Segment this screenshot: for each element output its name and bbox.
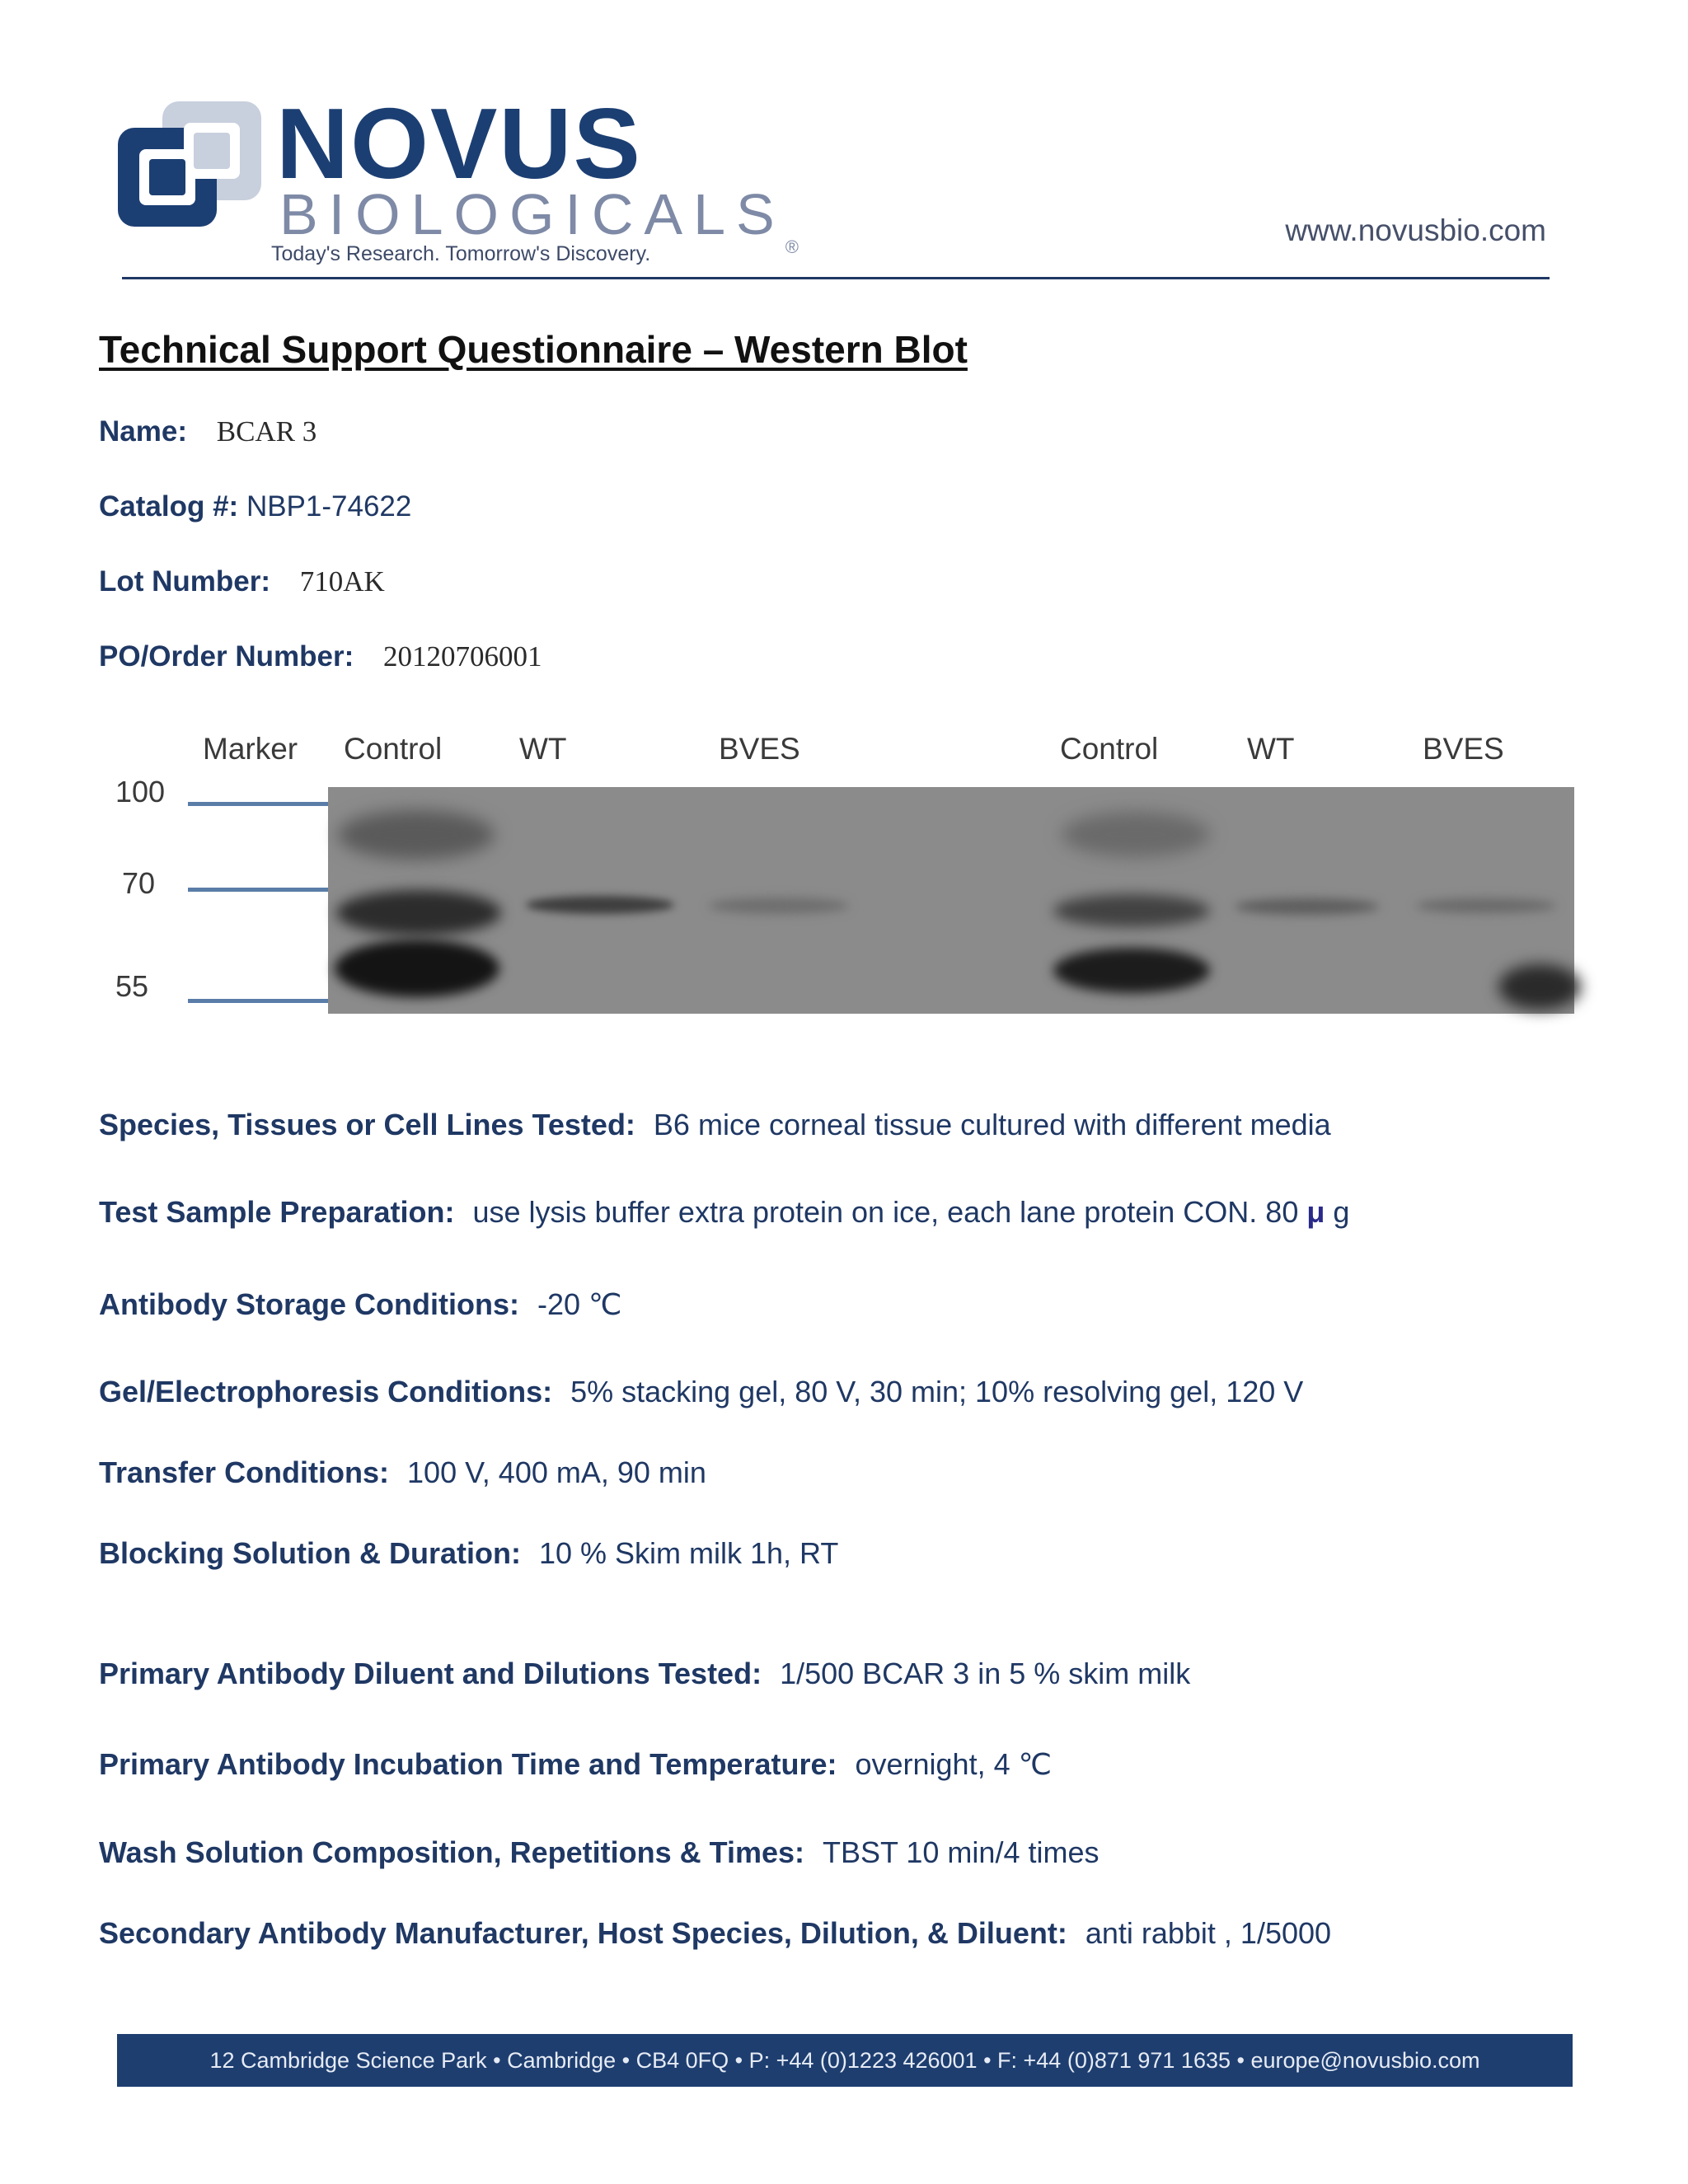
question-gel-value: 5% stacking gel, 80 V, 30 min; 10% resolving gel, 120 V: [570, 1375, 1304, 1408]
question-primary-incubation: [99, 1746, 1052, 1783]
question-storage: [99, 1286, 621, 1324]
question-wash-label: Wash Solution Composition, Repetitions & Times:: [99, 1835, 805, 1869]
marker-label-55: 55: [115, 969, 149, 1003]
question-transfer-label: Transfer Conditions:: [99, 1455, 390, 1489]
micro-symbol: μ: [1306, 1195, 1325, 1229]
novus-logo: [111, 87, 799, 272]
footer-contact-bar: 12 Cambridge Science Park • Cambridge • CB4 0FQ • P: +44 (0)1223 426001 • F: +44 (0)871 971 1635 • europe@novusbio.com: [117, 2034, 1573, 2087]
blot-band: [1053, 894, 1210, 927]
lane-label-marker: Marker: [203, 732, 298, 766]
blot-band: [1053, 948, 1210, 993]
lane-label-control-1: Control: [344, 732, 443, 766]
question-primary-dilution: [99, 1655, 1190, 1693]
question-storage-value: -20 ℃: [537, 1287, 622, 1321]
lane-label-bves-1: BVES: [719, 732, 800, 766]
marker-label-70: 70: [122, 866, 156, 900]
question-species: [99, 1106, 1331, 1144]
question-prep-unit: g: [1333, 1195, 1350, 1229]
question-blocking: [99, 1535, 838, 1572]
field-lot-value: 710AK: [299, 565, 385, 598]
question-blocking-label: Blocking Solution & Duration:: [99, 1536, 521, 1570]
website-link[interactable]: www.novusbio.com: [1285, 213, 1546, 247]
question-gel-label: Gel/Electrophoresis Conditions:: [99, 1375, 553, 1408]
marker-line-55: [188, 999, 330, 1003]
question-wash: [99, 1834, 1099, 1872]
question-species-label: Species, Tissues or Cell Lines Tested:: [99, 1108, 635, 1141]
question-secondary: [99, 1915, 1331, 1952]
field-po: [99, 639, 542, 675]
question-primary-dilution-value: 1/500 BCAR 3 in 5 % skim milk: [780, 1657, 1191, 1690]
marker-line-70: [188, 888, 330, 892]
blot-band: [338, 810, 495, 860]
question-prep-value: use lysis buffer extra protein on ice, each lane protein CON. 80: [472, 1195, 1299, 1229]
blot-band: [335, 940, 499, 997]
question-blocking-value: 10 % Skim milk 1h, RT: [538, 1536, 839, 1570]
question-primary-incubation-value: overnight, 4 ℃: [855, 1747, 1053, 1781]
field-name-value: BCAR 3: [216, 415, 317, 448]
question-prep: [99, 1193, 1349, 1231]
lane-label-control-2: Control: [1060, 732, 1159, 766]
marker-line-100: [188, 802, 330, 806]
logo-tagline: Today's Research. Tomorrow's Discovery.: [271, 242, 651, 265]
field-catalog-value: NBP1-74622: [246, 490, 412, 523]
question-transfer-value: 100 V, 400 mA, 90 min: [407, 1455, 706, 1489]
header-divider: [122, 277, 1550, 279]
field-name: [99, 414, 316, 450]
field-lot-label: Lot Number:: [99, 565, 271, 598]
logo-wordmark: NOVUS: [276, 87, 642, 199]
blot-band: [1235, 898, 1379, 915]
field-name-label: Name:: [99, 415, 187, 448]
blot-membrane-image: [328, 787, 1574, 1014]
lane-label-wt-1: WT: [519, 732, 567, 766]
question-secondary-value: anti rabbit , 1/5000: [1085, 1916, 1332, 1950]
field-catalog: [99, 489, 411, 525]
question-storage-label: Antibody Storage Conditions:: [99, 1287, 519, 1321]
question-primary-dilution-label: Primary Antibody Diluent and Dilutions Tested:: [99, 1657, 762, 1690]
question-wash-value: TBST 10 min/4 times: [823, 1835, 1100, 1869]
field-catalog-label: Catalog #:: [99, 490, 239, 523]
blot-band: [526, 896, 674, 914]
question-prep-label: Test Sample Preparation:: [99, 1195, 455, 1229]
lane-label-wt-2: WT: [1247, 732, 1295, 766]
blot-band: [1498, 964, 1581, 1010]
lane-label-bves-2: BVES: [1423, 732, 1504, 766]
marker-label-100: 100: [115, 775, 166, 808]
question-primary-incubation-label: Primary Antibody Incubation Time and Temperature:: [99, 1747, 837, 1781]
blot-band: [336, 890, 501, 935]
blot-band: [1416, 898, 1556, 913]
field-lot: [99, 564, 385, 600]
field-po-value: 20120706001: [382, 640, 542, 673]
question-secondary-label: Secondary Antibody Manufacturer, Host Species, Dilution, & Diluent:: [99, 1916, 1067, 1950]
blot-band: [1062, 812, 1210, 857]
registered-mark: ®: [785, 237, 799, 257]
field-po-label: PO/Order Number:: [99, 640, 354, 673]
document-title: Technical Support Questionnaire – Western Blot: [99, 328, 968, 371]
novus-logo-mark-icon: [111, 95, 268, 235]
question-transfer: [99, 1454, 706, 1492]
blot-band: [709, 898, 849, 914]
logo-subword-text: BIOLOGICALS: [279, 182, 785, 246]
question-gel: [99, 1373, 1303, 1411]
question-species-value: B6 mice corneal tissue cultured with different media: [653, 1108, 1331, 1141]
